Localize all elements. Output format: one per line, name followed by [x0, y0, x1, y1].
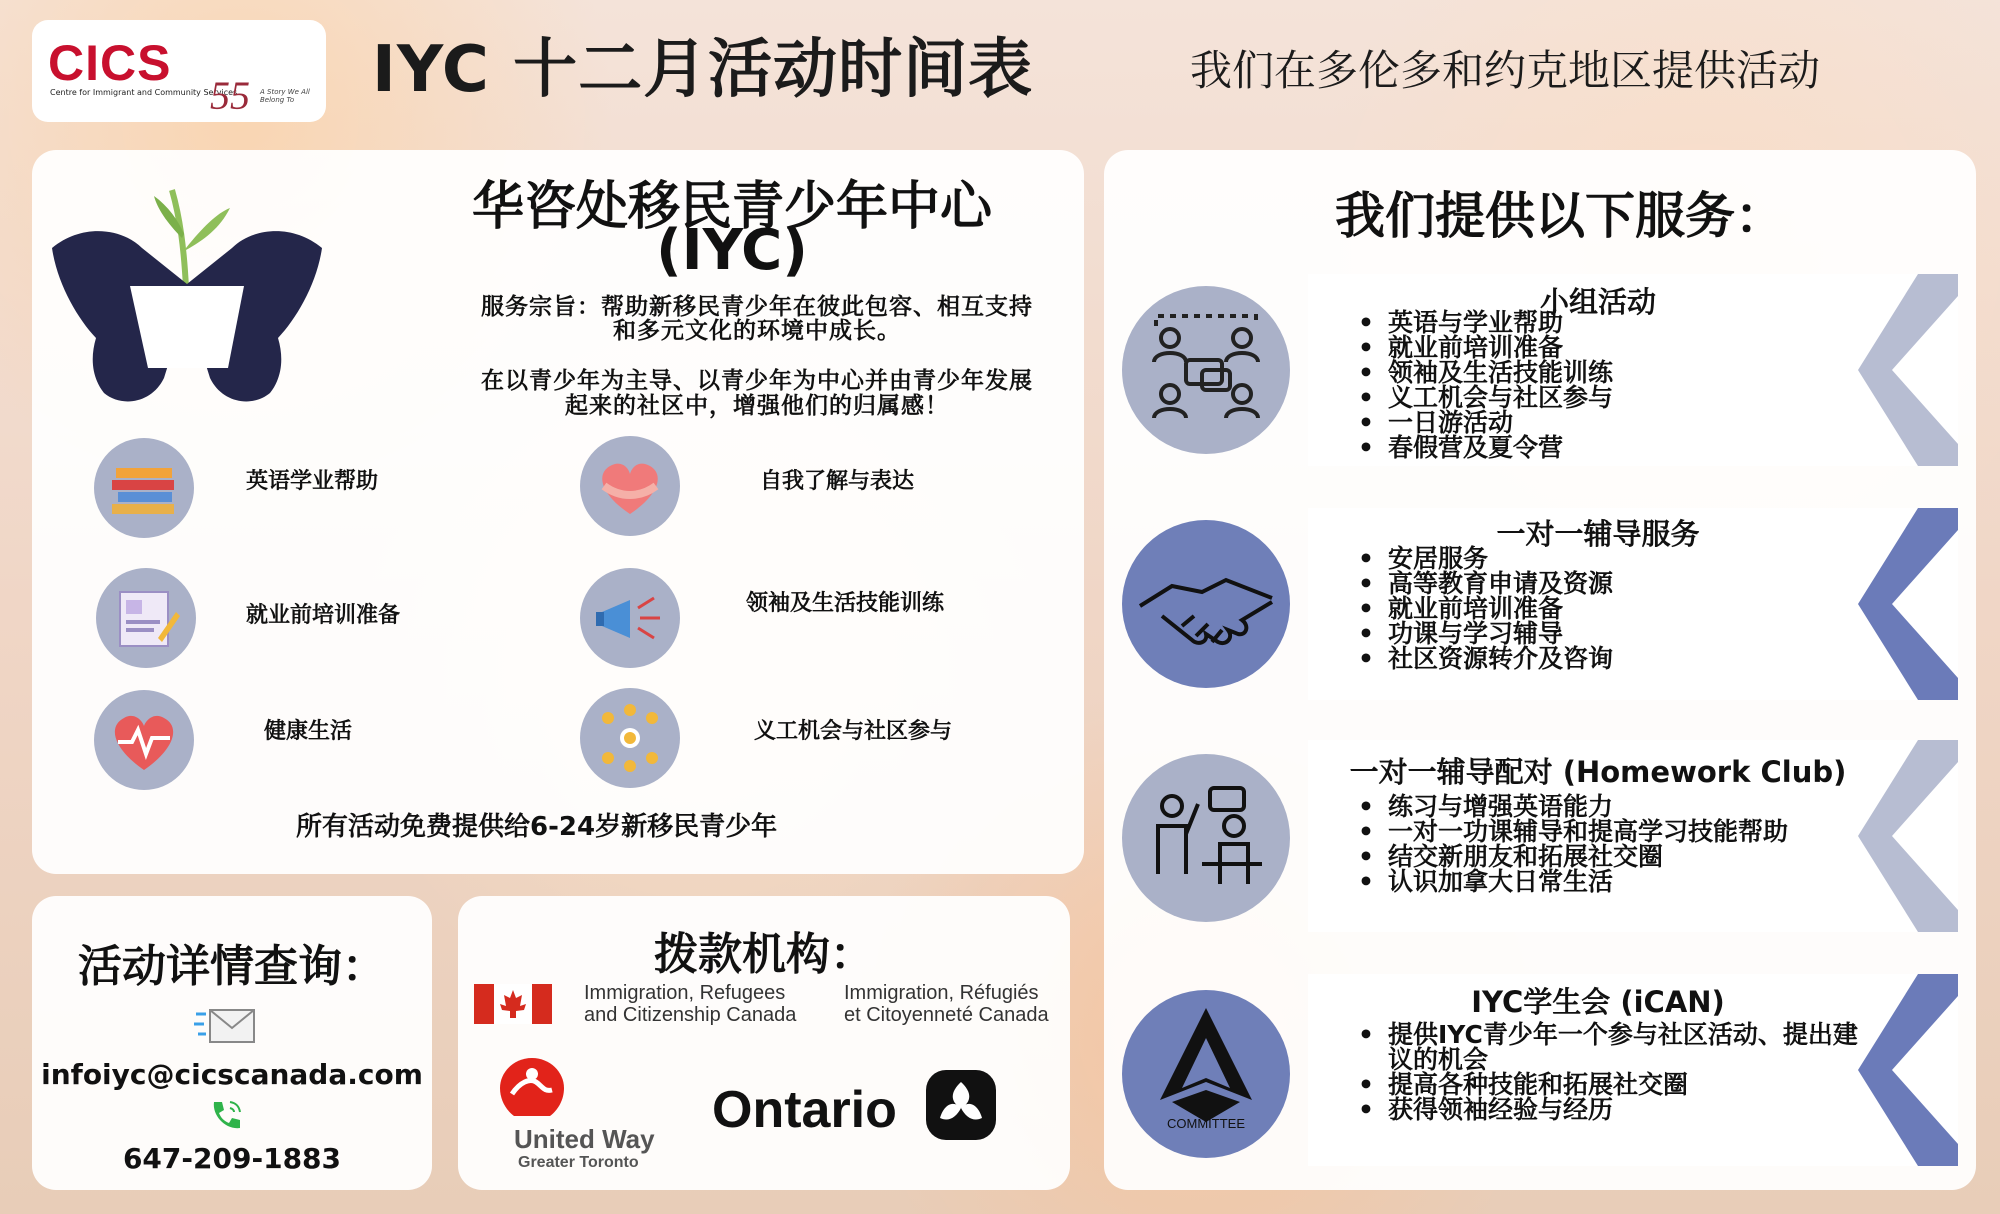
- block-title: IYC学生会 (iCAN): [1471, 985, 1725, 1019]
- list-item: • 安居服务: [1358, 546, 1613, 571]
- block-list: [1358, 546, 1613, 671]
- chevron-left-icon: [1858, 274, 1958, 466]
- block-title: 一对一辅导配对 (Homework Club): [1349, 755, 1847, 789]
- united-way-name: United Way: [514, 1124, 655, 1154]
- tutoring-icon: [1122, 754, 1290, 922]
- region-subtitle: 我们在多伦多和约克地区提供活动: [1190, 46, 1821, 95]
- block-title: 一对一辅导服务: [1496, 517, 1700, 551]
- ircc-en-line: Immigration, Refugees: [584, 982, 786, 1004]
- list-item: • 一对一功课辅导和提高学习技能帮助: [1358, 819, 1788, 844]
- list-item: • 春假营及夏令营: [1358, 435, 1613, 460]
- books-icon: [94, 438, 194, 538]
- service-label: 自我了解与表达: [760, 469, 915, 494]
- phone-icon: [206, 1096, 246, 1136]
- center-abbr: (IYC): [656, 218, 808, 283]
- service-label: 就业前培训准备: [246, 603, 401, 628]
- plant-in-hands-icon: [52, 168, 322, 408]
- list-item: • 高等教育申请及资源: [1358, 571, 1613, 596]
- list-item: • 获得领袖经验与经历: [1358, 1097, 1878, 1122]
- ircc-en-line: and Citizenship Canada: [584, 1004, 797, 1026]
- committee-caption: COMMITTEE: [1167, 1116, 1245, 1131]
- service-label: 健康生活: [264, 719, 353, 744]
- list-item: • 练习与增强英语能力: [1358, 794, 1788, 819]
- page-title: IYC 十二月活动时间表: [372, 33, 1034, 107]
- list-item: • 功课与学习辅导: [1358, 621, 1613, 646]
- megaphone-icon: [580, 568, 680, 668]
- center-name: 华咨处移民青少年中心: [471, 177, 992, 237]
- block-list: [1358, 794, 1788, 894]
- list-item: • 提高各种技能和拓展社交圈: [1358, 1072, 1878, 1097]
- service-label: 英语学业帮助: [246, 469, 379, 494]
- hug-heart-icon: [580, 436, 680, 536]
- logo-subtitle: Centre for Immigrant and Community Services: [50, 88, 238, 97]
- list-item: • 义工机会与社区参与: [1358, 385, 1613, 410]
- ontario-wordmark: Ontario: [712, 1081, 897, 1139]
- chevron-left-icon: [1858, 974, 1958, 1166]
- list-item: • 领袖及生活技能训练: [1358, 360, 1613, 385]
- list-item: • 就业前培训准备: [1358, 335, 1613, 360]
- list-item: • 英语与学业帮助: [1358, 310, 1613, 335]
- ircc-fr-line: Immigration, Réfugiés: [844, 982, 1039, 1004]
- list-item: • 社区资源转介及咨询: [1358, 646, 1613, 671]
- list-item: • 结交新朋友和拓展社交圈: [1358, 844, 1788, 869]
- email-icon: [194, 1006, 258, 1046]
- canada-flag-icon: [474, 984, 552, 1024]
- chevron-left-icon: [1858, 740, 1958, 932]
- handshake-icon: [1122, 520, 1290, 688]
- list-item: • 认识加拿大日常生活: [1358, 869, 1788, 894]
- service-label: 义工机会与社区参与: [754, 719, 953, 744]
- mission-line: 起来的社区中，增强他们的归属感！: [565, 393, 949, 419]
- mission-line: 在以青少年为主导、以青少年为中心并由青少年发展: [481, 368, 1033, 394]
- contact-email[interactable]: infoiyc@cicscanada.com: [41, 1058, 423, 1091]
- list-item: • 就业前培训准备: [1358, 596, 1613, 621]
- contact-phone[interactable]: 647-209-1883: [122, 1142, 342, 1175]
- community-icon: [580, 688, 680, 788]
- contact-title: 活动详情查询：: [78, 941, 386, 992]
- list-item: • 提供IYC青少年一个参与社区活动、提出建议的机会: [1358, 1022, 1878, 1072]
- service-label: 领袖及生活技能训练: [746, 591, 945, 616]
- block-title: 小组活动: [1539, 285, 1656, 319]
- resume-icon: [96, 568, 196, 668]
- chevron-left-icon: [1858, 508, 1958, 700]
- ontario-trillium-icon: [924, 1068, 998, 1142]
- mission-line: 和多元文化的环境中成长。: [613, 318, 901, 344]
- logo-wordmark: CICS: [48, 35, 172, 91]
- block-list: [1358, 1022, 1878, 1122]
- list-item: • 一日游活动: [1358, 410, 1613, 435]
- services-title: 我们提供以下服务：: [1335, 187, 1785, 245]
- free-activities-note: 所有活动免费提供给6-24岁新移民青少年: [296, 812, 778, 842]
- heartbeat-icon: [94, 690, 194, 790]
- mission-line: 服务宗旨：帮助新移民青少年在彼此包容、相互支持: [481, 294, 1033, 320]
- ican-committee-icon: [1122, 990, 1290, 1158]
- logo-tagline: A Story We All Belong To: [260, 88, 310, 104]
- ircc-fr-line: et Citoyenneté Canada: [844, 1004, 1049, 1026]
- logo-anniversary: 55: [210, 73, 250, 118]
- united-way-region: Greater Toronto: [518, 1154, 639, 1171]
- block-list: [1358, 310, 1613, 460]
- united-way-logo-icon: [498, 1056, 566, 1118]
- cics-logo: [32, 20, 326, 122]
- group-chat-icon: [1122, 286, 1290, 454]
- funders-title: 拨款机构：: [654, 929, 874, 980]
